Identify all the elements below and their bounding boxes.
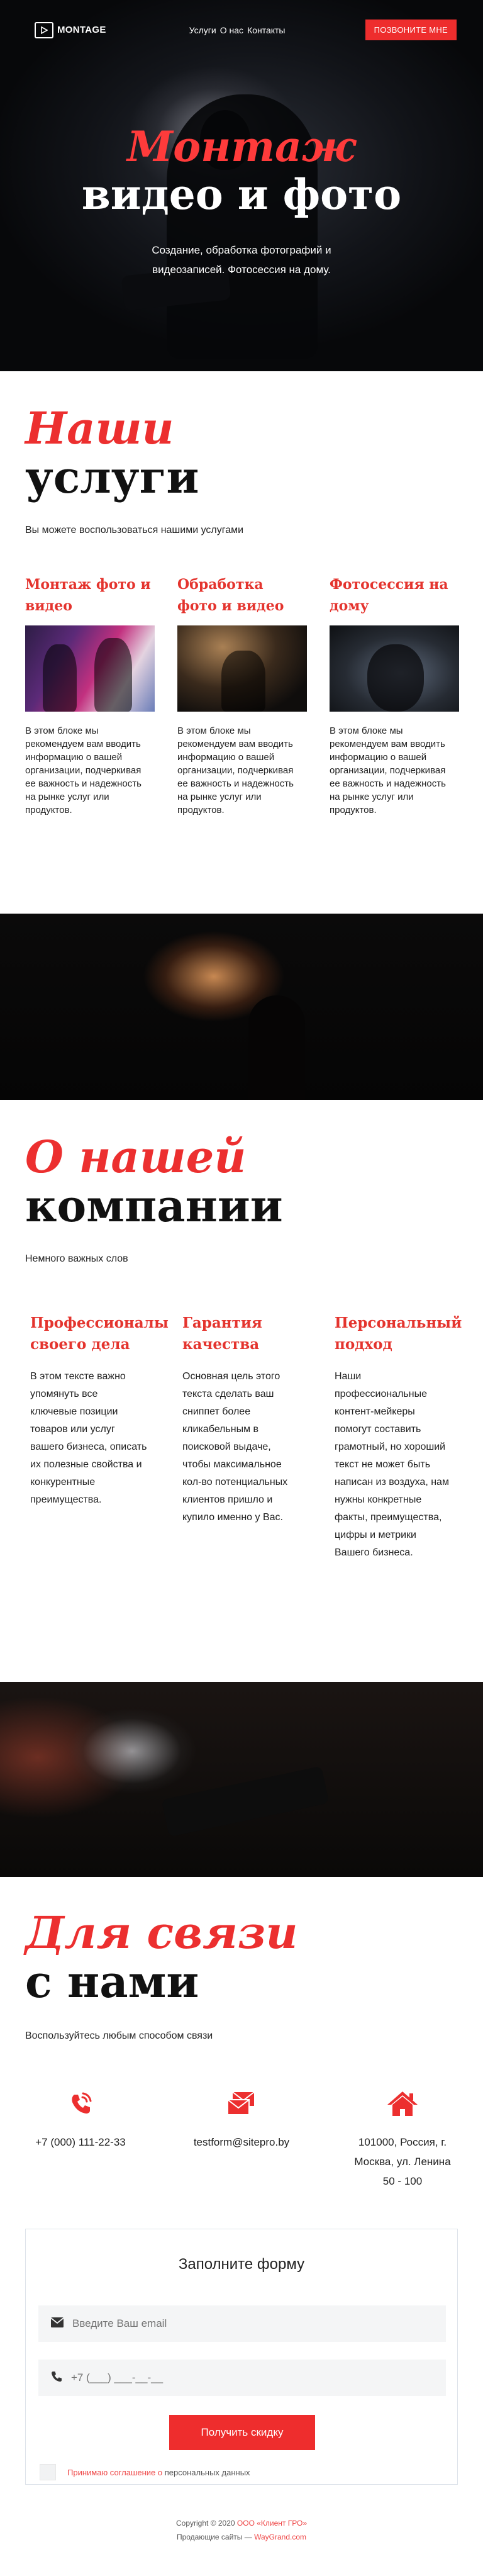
hero-title-main: видео и фото: [81, 170, 402, 219]
services-heading-main: услуги: [25, 451, 199, 503]
phone-icon: [51, 2371, 62, 2385]
consent-label: [67, 2468, 250, 2477]
hero-subtitle-line: Создание, обработка фотографий и: [152, 244, 331, 256]
footer-promo: [0, 2530, 483, 2544]
form-title: Заполните форму: [178, 2256, 305, 2273]
call-me-button[interactable]: ПОЗВОНИТЕ МНЕ: [365, 20, 457, 40]
nav-links: [189, 25, 286, 35]
about-column-text: Наши профессиональные контент-мейкеры помогут составить грамотный, но хороший текст не может быть написан из воздуха, нам нужны конкретные факты, преимущества, цифры и метрики Вашего бизнеса.: [335, 1371, 449, 1558]
contacts-heading: [0, 1908, 483, 2007]
about-columns: [0, 1313, 483, 1562]
contact-form: [25, 2229, 458, 2485]
contacts-heading-accent: Для связи: [25, 1907, 298, 1959]
service-card: [330, 574, 459, 817]
service-card: [25, 574, 155, 817]
contact-row: [0, 2086, 483, 2191]
about-column-title: Гарантия качества: [182, 1314, 262, 1353]
address-line: 101000, Россия, г.: [358, 2136, 447, 2148]
hero-subtitle-line: видеозаписей. Фотосессия на дому.: [152, 264, 331, 276]
contacts-description: Воспользуйтесь любым способом связи: [25, 2030, 213, 2041]
promo-link[interactable]: WayGrand.com: [254, 2533, 307, 2541]
contact-email-text: testform@sitepro.by: [193, 2136, 290, 2148]
service-card-text: В этом блоке мы рекомендуем вам вводить информацию о вашей организации, подчеркивая ее важность и надежность на рынке услуг или продуктов.: [25, 725, 142, 815]
logo-text: MONTAGE: [57, 25, 106, 35]
logo[interactable]: [35, 22, 106, 38]
footer: [0, 2516, 483, 2556]
services-heading: [0, 404, 483, 502]
about-heading-accent: О нашей: [25, 1131, 247, 1183]
service-card-image: [330, 625, 459, 712]
contacts-section: [0, 1877, 483, 2556]
about-column: [30, 1313, 169, 1562]
strip-camera-rig: [162, 1766, 330, 1837]
consent-row: [40, 2464, 250, 2480]
about-column-title: Персональный подход: [335, 1314, 462, 1353]
service-card-image: [25, 625, 155, 712]
email-field[interactable]: [38, 2305, 446, 2342]
envelope-icon: [51, 2317, 64, 2331]
hero-section: [0, 0, 483, 371]
email-input[interactable]: [72, 2317, 399, 2330]
nav-link-services[interactable]: Услуги: [189, 25, 216, 35]
contacts-heading-main: с нами: [25, 1956, 199, 2008]
services-cards: [0, 574, 483, 817]
envelope-icon: [161, 2086, 322, 2121]
hero-subtitle: [0, 240, 483, 279]
service-card-title: Фотосессия на дому: [330, 576, 448, 614]
service-card: [177, 574, 307, 817]
footer-copyright: [0, 2516, 483, 2530]
about-heading: [0, 1133, 483, 1231]
contact-email[interactable]: [161, 2086, 322, 2191]
services-heading-accent: Наши: [25, 402, 174, 454]
address-line: 50 - 100: [382, 2175, 423, 2187]
phone-input[interactable]: [71, 2372, 398, 2384]
promo-prefix: Продающие сайты —: [176, 2533, 252, 2541]
contact-address-text: [322, 2132, 483, 2191]
phone-icon: [0, 2086, 161, 2121]
services-description: Вы можете воспользоваться нашими услугами: [25, 525, 244, 535]
copyright-prefix: Copyright © 2020: [176, 2519, 235, 2528]
phone-field[interactable]: [38, 2360, 446, 2396]
copyright-link[interactable]: ООО «Клиент ГРО»: [236, 2519, 307, 2528]
contact-phone-text: +7 (000) 111-22-33: [35, 2136, 126, 2148]
contact-phone[interactable]: [0, 2086, 161, 2191]
about-heading-main: компании: [25, 1180, 283, 1232]
hero-title-accent: Монтаж: [127, 122, 356, 171]
service-card-title: Монтаж фото и видео: [25, 576, 151, 614]
about-column-text: В этом тексте важно упомянуть все ключевые позиции товаров или услуг вашего бизнеса, описать их полезные свойства и конкурентные преимущества.: [30, 1371, 147, 1505]
play-icon: [35, 22, 53, 38]
nav-link-about[interactable]: О нас: [219, 25, 244, 35]
consent-checkbox[interactable]: [40, 2464, 56, 2480]
home-icon: [322, 2086, 483, 2121]
photo-strip-camera-rig: [0, 1682, 483, 1877]
consent-link[interactable]: Принимаю соглашение о: [67, 2467, 163, 2477]
about-column-title: Профессионалы своего дела: [30, 1314, 169, 1353]
about-column: [335, 1313, 462, 1562]
about-column: [182, 1313, 299, 1562]
about-section: [0, 1100, 483, 1682]
strip-figure: [248, 995, 305, 1100]
get-discount-button[interactable]: Получить скидку: [169, 2415, 315, 2450]
service-card-title: Обработка фото и видео: [177, 576, 284, 614]
nav-link-contacts[interactable]: Контакты: [247, 25, 286, 35]
photo-strip-concert: [0, 914, 483, 1100]
hero-title: [0, 123, 483, 218]
contact-address: [322, 2086, 483, 2191]
address-line: Москва, ул. Ленина: [354, 2156, 451, 2168]
consent-text: персональных данных: [164, 2467, 250, 2477]
top-navbar: [0, 0, 483, 60]
service-card-text: В этом блоке мы рекомендуем вам вводить информацию о вашей организации, подчеркивая ее важность и надежность на рынке услуг или продуктов.: [330, 725, 446, 815]
about-description: Немного важных слов: [25, 1253, 128, 1264]
services-section: [0, 371, 483, 914]
service-card-text: В этом блоке мы рекомендуем вам вводить информацию о вашей организации, подчеркивая ее важность и надежность на рынке услуг или продуктов.: [177, 725, 294, 815]
service-card-image: [177, 625, 307, 712]
about-column-text: Основная цель этого текста сделать ваш сниппет более кликабельным в поисковой выдаче, чтобы максимальное кол-во потенциальных клиентов пришло и купило именно у Вас.: [182, 1371, 288, 1523]
